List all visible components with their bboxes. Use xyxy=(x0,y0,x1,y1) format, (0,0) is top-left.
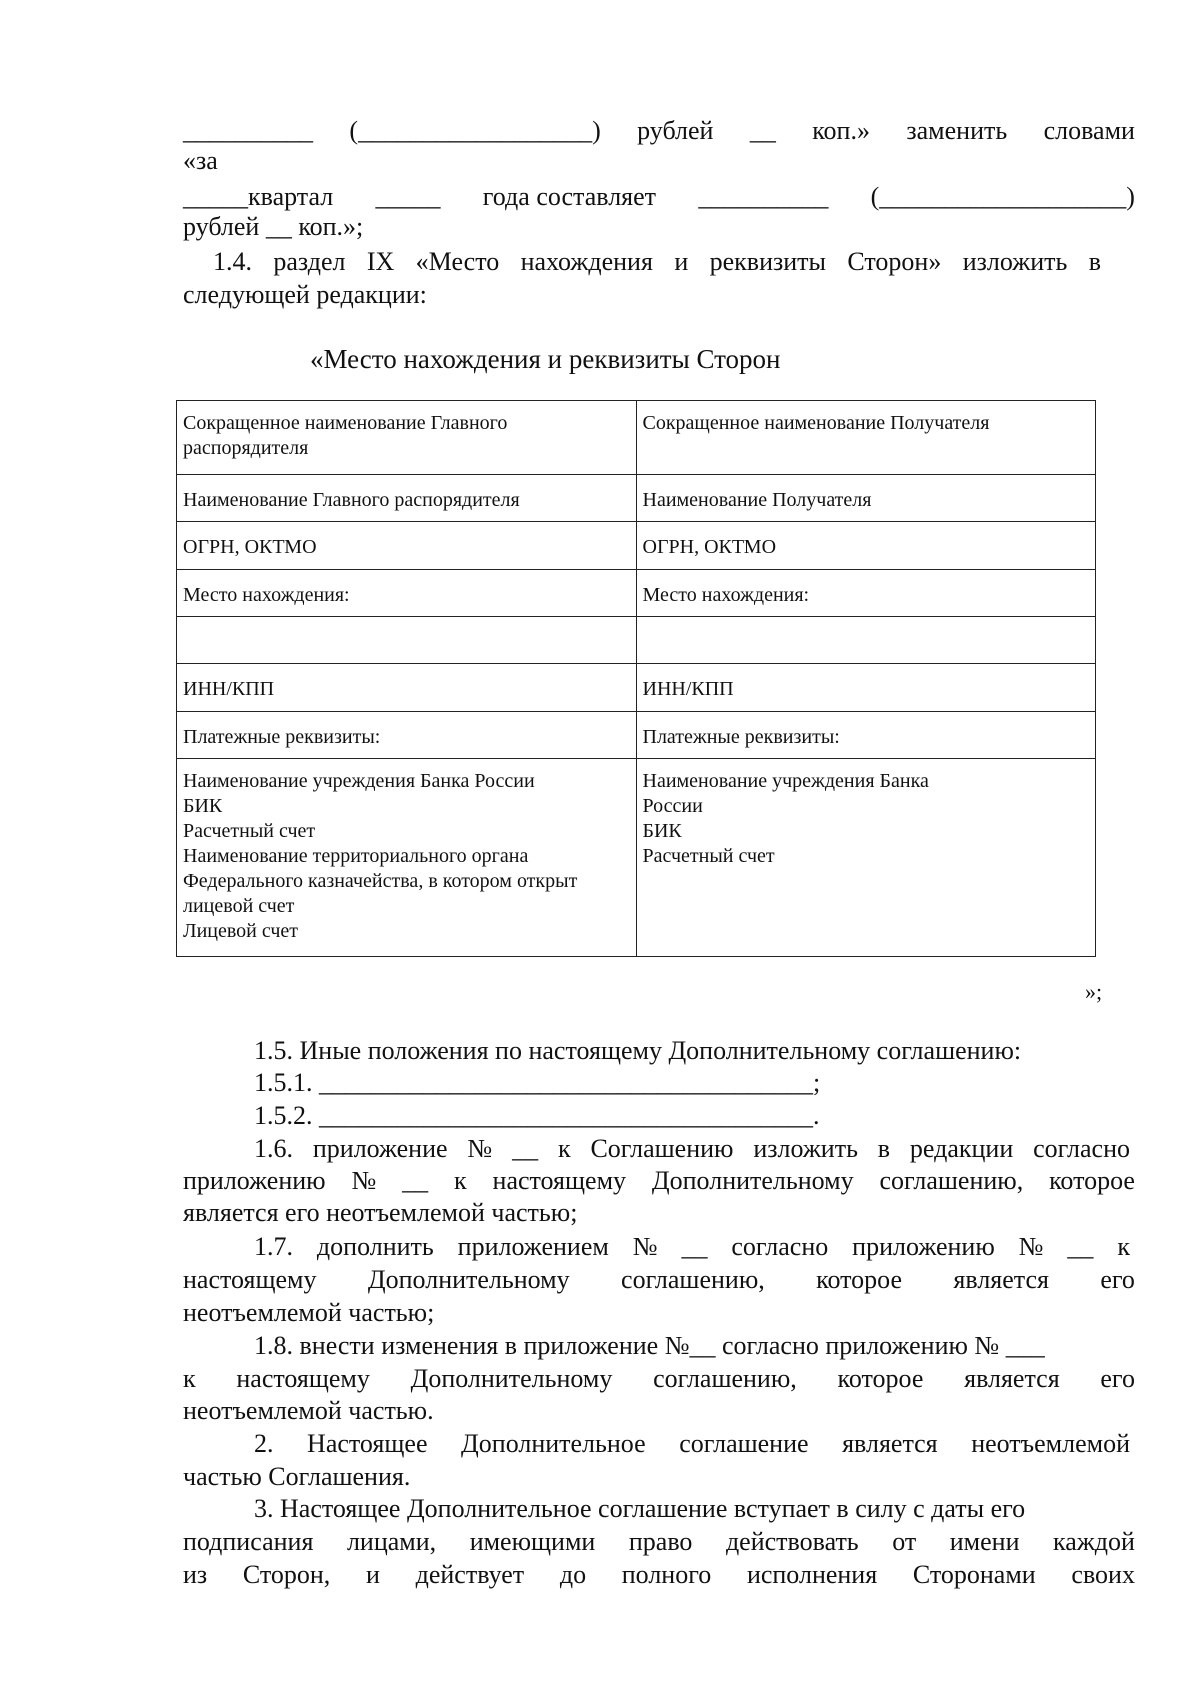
bank-line: Наименование территориального органа xyxy=(183,845,529,867)
table-row xyxy=(177,759,1096,957)
table-cell: ОГРН, ОКТМО xyxy=(177,522,637,570)
item-3-line-2: подписания лицами, имеющими право действовать от имени каждой xyxy=(183,1527,1135,1556)
word: коп.» xyxy=(812,116,870,145)
bank-line: Расчетный счет xyxy=(642,845,775,867)
bank-line: Федерального казначейства, в котором открыт xyxy=(183,870,578,892)
table-cell: Место нахождения: xyxy=(177,570,637,617)
item-1-5-title: 1.5. Иные положения по настоящему Дополнительному соглашению: xyxy=(254,1036,1022,1065)
item-3-line-1: 3. Настоящее Дополнительное соглашение вступает в силу с даты его xyxy=(254,1494,1026,1523)
item-1-6-line-2: приложению № __ к настоящему Дополнительному соглашению, которое xyxy=(183,1166,1135,1195)
item-1-6-line-1: 1.6. приложение № __ к Соглашению изложить в редакции согласно xyxy=(254,1134,1130,1163)
item-1-4-line-1: 1.4. раздел IX «Место нахождения и реквизиты Сторон» изложить в xyxy=(213,247,1101,276)
item-1-5-2: 1.5.2. ______________________________________. xyxy=(254,1101,820,1130)
bank-line: БИК xyxy=(183,795,223,817)
quarter-blank: _____квартал xyxy=(183,182,334,211)
blank: _____ xyxy=(375,182,441,211)
table-cell xyxy=(636,759,1096,957)
top-line-4: рублей __ коп.»; xyxy=(183,212,364,241)
bank-line: России xyxy=(642,795,703,817)
table-row xyxy=(177,475,1096,522)
item-1-4-line-2: следующей редакции: xyxy=(183,280,427,309)
table-cell: ОГРН, ОКТМО xyxy=(636,522,1096,570)
item-1-6-line-3: является его неотъемлемой частью; xyxy=(183,1198,578,1227)
item-1-5-1: 1.5.1. ______________________________________; xyxy=(254,1068,821,1097)
bank-line: Расчетный счет xyxy=(183,820,316,842)
item-2-line-1: 2. Настоящее Дополнительное соглашение является неотъемлемой xyxy=(254,1429,1130,1458)
item-1-8-line-3: неотъемлемой частью. xyxy=(183,1396,434,1425)
table-row xyxy=(177,617,1096,664)
table-cell xyxy=(636,617,1096,664)
closing-quote: »; xyxy=(1085,979,1103,1004)
bank-line: Наименование учреждения Банка России xyxy=(183,770,535,792)
item-1-7-line-3: неотъемлемой частью; xyxy=(183,1298,435,1327)
bank-line: лицевой счет xyxy=(183,895,295,917)
blank: __ xyxy=(749,116,776,145)
table-cell: Наименование Главного распорядителя xyxy=(177,475,637,522)
table-cell: Платежные реквизиты: xyxy=(636,712,1096,759)
blank: __________ xyxy=(183,116,313,145)
table-row xyxy=(177,522,1096,570)
table-row xyxy=(177,664,1096,712)
table-row xyxy=(177,570,1096,617)
amount-words-blank: (___________________) xyxy=(870,182,1135,211)
top-line-1 xyxy=(183,116,1135,146)
table-cell: Наименование Получателя xyxy=(636,475,1096,522)
table-cell xyxy=(177,759,637,957)
table-cell xyxy=(177,617,637,664)
bank-line: БИК xyxy=(642,820,682,842)
table-title: «Место нахождения и реквизиты Сторон xyxy=(310,344,781,374)
item-1-7-line-2: настоящему Дополнительному соглашению, которое является его xyxy=(183,1265,1135,1294)
bank-line: Наименование учреждения Банка xyxy=(642,770,929,792)
table-cell: Место нахождения: xyxy=(636,570,1096,617)
top-line-3 xyxy=(183,182,1135,212)
item-2-line-2: частью Соглашения. xyxy=(183,1462,411,1491)
item-3-line-3: из Сторон, и действует до полного исполнения Сторонами своих xyxy=(183,1560,1135,1589)
table-cell: Сокращенное наименование Главного распорядителя xyxy=(177,401,637,475)
item-1-8-line-2: к настоящему Дополнительному соглашению, которое является его xyxy=(183,1364,1135,1393)
table-cell: ИНН/КПП xyxy=(177,664,637,712)
table-cell: Платежные реквизиты: xyxy=(177,712,637,759)
table-row xyxy=(177,401,1096,475)
table-cell: ИНН/КПП xyxy=(636,664,1096,712)
amount-words-blank: (__________________) xyxy=(349,116,601,145)
word: рублей xyxy=(637,116,714,145)
table-row xyxy=(177,712,1096,759)
word: заменить xyxy=(906,116,1008,145)
blank: __________ xyxy=(698,182,829,211)
word: года составляет xyxy=(482,182,657,211)
word: словами xyxy=(1043,116,1135,145)
requisites-table xyxy=(176,400,1096,957)
item-1-8-line-1: 1.8. внести изменения в приложение №__ согласно приложению № ___ xyxy=(254,1331,1045,1360)
bank-line: Лицевой счет xyxy=(183,920,299,942)
item-1-7-line-1: 1.7. дополнить приложением № __ согласно приложению № __ к xyxy=(254,1232,1130,1261)
top-line-2: «за xyxy=(183,146,218,175)
table-cell: Сокращенное наименование Получателя xyxy=(636,401,1096,475)
